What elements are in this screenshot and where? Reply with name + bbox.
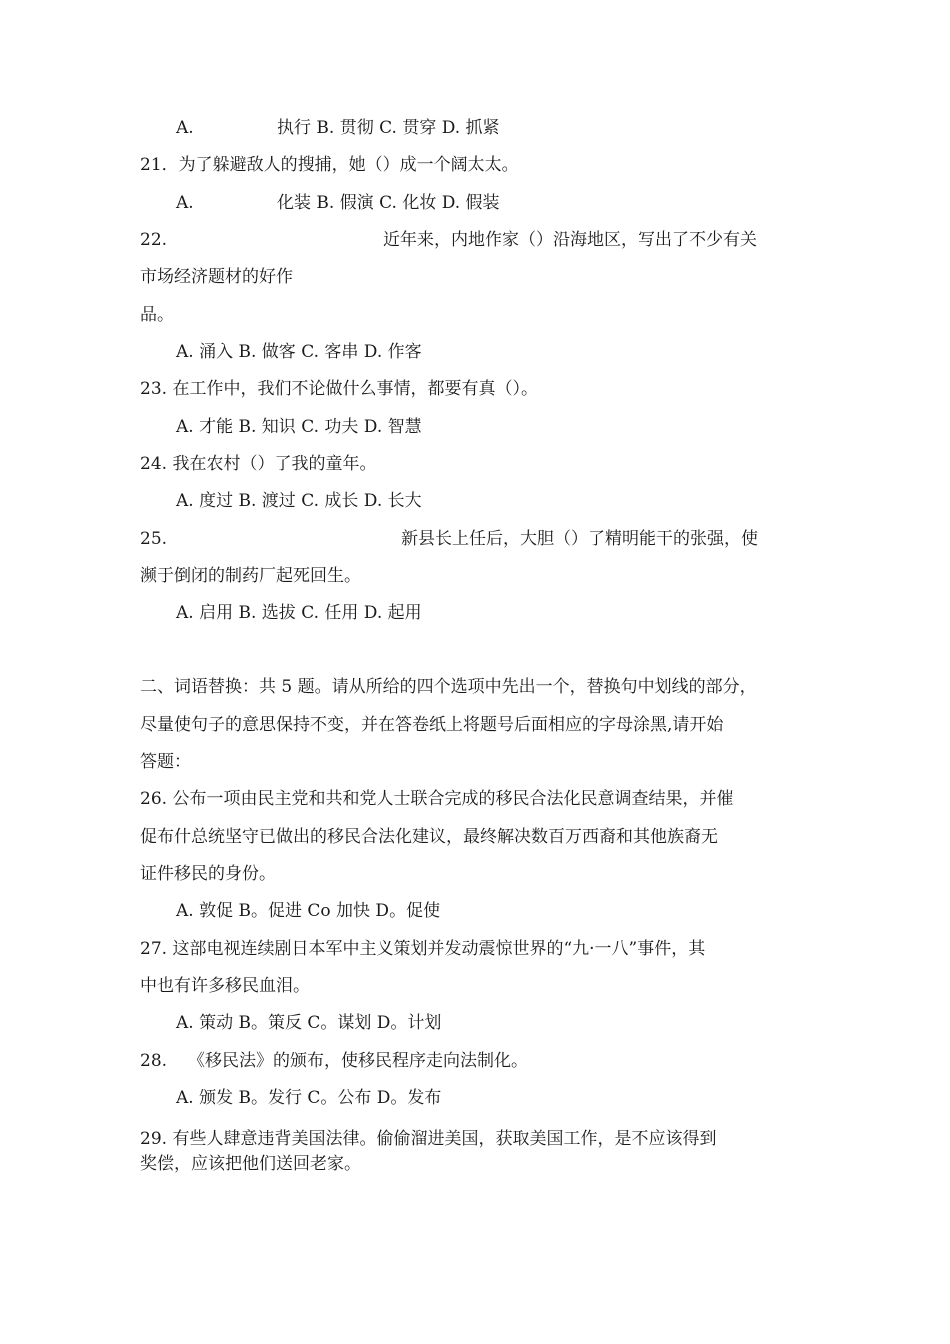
- q27-stem-line-2: 中也有许多移民血泪。: [140, 976, 310, 996]
- q27-stem-line-1: 27. 这部电视连续剧日本军中主义策划并发动震惊世界的“九·一八”事件，其: [140, 939, 706, 959]
- q26-stem-line-1: 26. 公布一项由民主党和共和党人士联合完成的移民合法化民意调查结果，并催: [140, 789, 734, 809]
- q22-stem-line-3: 品。: [140, 305, 174, 325]
- q26-stem-line-2: 促布什总统坚守已做出的移民合法化建议，最终解决数百万西裔和其他族裔无: [140, 827, 718, 847]
- q22-stem-line-1: 近年来，内地作家（）沿海地区，写出了不少有关: [383, 230, 757, 250]
- q24-options: A. 度过 B. 渡过 C. 成长 D. 长大: [176, 491, 422, 511]
- q29-stem-line-2: 奖偿，应该把他们送回老家。: [140, 1154, 361, 1174]
- q25-stem-line-2: 濒于倒闭的制药厂起死回生。: [140, 566, 361, 586]
- q25-number: 25.: [140, 529, 168, 549]
- q25-options: A. 启用 B. 选拔 C. 任用 D. 起用: [176, 603, 422, 623]
- q29-stem-line-1: 29. 有些人肆意违背美国法律。偷偷溜进美国，获取美国工作，是不应该得到: [140, 1129, 717, 1149]
- q23-stem: 23. 在工作中，我们不论做什么事情，都要有真（）。: [140, 379, 538, 399]
- q21-stem: 21．为了躲避敌人的搜捕，她（）成一个阔太太。: [140, 155, 519, 175]
- q27-options: A. 策动 B。策反 C。谋划 D。计划: [176, 1013, 442, 1033]
- q20-options: 执行 B. 贯彻 C. 贯穿 D. 抓紧: [277, 118, 500, 138]
- q24-stem: 24. 我在农村（）了我的童年。: [140, 454, 377, 474]
- q21-option-a-label: A.: [176, 193, 194, 213]
- q23-options: A. 才能 B. 知识 C. 功夫 D. 智慧: [176, 417, 422, 437]
- q25-stem-line-1: 新县长上任后，大胆（）了精明能干的张强，使: [401, 529, 758, 549]
- section-2-instructions-line-2: 尽量使句子的意思保持不变，并在答卷纸上将题号后面相应的字母涂黑,请开始: [140, 715, 724, 735]
- q28-number: 28.: [140, 1051, 168, 1071]
- q26-stem-line-3: 证件移民的身份。: [140, 864, 276, 884]
- q28-stem: 《移民法》的颁布，使移民程序走向法制化。: [188, 1051, 528, 1071]
- q21-options: 化装 B. 假演 C. 化妆 D. 假装: [277, 193, 500, 213]
- q22-stem-line-2: 市场经济题材的好作: [140, 267, 293, 287]
- q20-option-a-label: A.: [176, 118, 194, 138]
- q26-options: A. 敦促 B。促进 Co 加快 D。促使: [176, 901, 441, 921]
- q28-options: A. 颁发 B。发行 C。公布 D。发布: [176, 1088, 442, 1108]
- section-2-instructions-line-1: 二、词语替换：共 5 题。请从所给的四个选项中先出一个，替换句中划线的部分，: [140, 677, 757, 697]
- q22-options: A. 涌入 B. 做客 C. 客串 D. 作客: [176, 342, 422, 362]
- q22-number: 22.: [140, 230, 168, 250]
- section-2-instructions-line-3: 答题：: [140, 752, 191, 772]
